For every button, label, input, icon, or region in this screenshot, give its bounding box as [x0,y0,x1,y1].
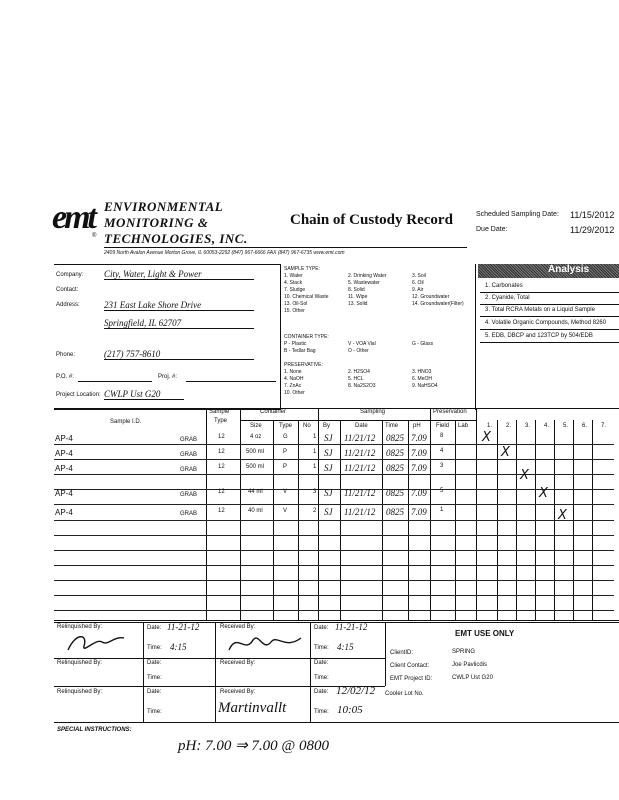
container-type-option: G - Glass [412,341,434,347]
relinquished-by-label: Relinquished By: [57,689,103,695]
preservative-option: 4. NaOH [284,376,304,382]
address-line1: 231 East Lake Shore Drive [104,300,254,311]
sample-type-option: 12. Groundwater [412,294,450,300]
preservative-option: 9. NaHSO4 [412,383,438,389]
col-analysis-2: 2. [506,423,512,429]
time-label: Time: [314,675,329,681]
sample-ph: 7.09 [411,463,427,473]
company-address: 2409 North Avalon Avenue Morton Grove, IL 60053-2292 (847) 967-6666 FAX (847) 967-6735 www.emt.com [104,250,345,256]
sample-qty: 12 [218,508,225,514]
client-id-label: ClientID: [390,650,414,656]
received-by-label: Received By: [220,689,256,695]
relinquished-time: 4:15 [170,642,187,652]
preservative-option: 2. H2SO4 [348,369,370,375]
project-location-value: CWLP Ust G20 [104,389,184,400]
container-size: 4 oz [250,434,262,440]
sample-ph: 7.09 [411,448,427,458]
container-count: 1 [313,464,317,470]
sample-id: AP-4 [55,508,73,517]
sample-id: AP-4 [55,449,73,458]
company-label: Company: [56,272,84,278]
received-signature [225,630,305,657]
emt-project-id-label: EMT Project ID: [390,676,433,682]
container-type-heading: CONTAINER TYPE: [284,334,329,340]
sample-ph: 7.09 [411,433,427,443]
preservation-field: 8 [440,433,444,439]
container-size: 44 ml [248,489,263,495]
sample-type-list [284,273,474,314]
preservation-field: 5 [440,488,444,494]
time-label: Time: [314,645,329,651]
col-sample-id: Sample I.D. [110,419,142,425]
sampled-by: SJ [324,448,333,458]
sample-date: 11/21/12 [344,433,376,443]
time-label: Time: [147,675,162,681]
date-label: Date: [314,660,329,666]
due-date-label: Due Date: [476,226,508,233]
received-time-3: 10:05 [337,704,363,716]
container-type: P [283,464,288,470]
col-sample-type-top: Sample [209,409,230,415]
container-type: P [283,449,288,455]
sample-time: 0825 [386,488,404,498]
sample-type-option: 3. Soil [412,273,426,279]
preservative-option: 6. MeOH [412,376,433,382]
sample-type: GRAB [180,492,198,498]
col-analysis-4: 4. [544,423,550,429]
container-size: 500 ml [246,449,265,455]
col-analysis-5: 5. [563,423,569,429]
container-type-option: P - Plastic [284,341,307,347]
sample-qty: 12 [218,489,225,495]
company-name-line2: MONITORING & [104,215,209,230]
proj-label: Proj. #: [158,374,178,380]
received-date: 11-21-12 [335,622,368,632]
col-time: Time [385,423,399,429]
sample-id: AP-4 [55,489,73,498]
sample-date: 11/21/12 [344,448,376,458]
special-instructions-label: SPECIAL INSTRUCTIONS: [57,727,132,733]
address-line2: Springfield, IL 62707 [104,318,254,329]
date-label: Date: [147,625,162,631]
sampled-by: SJ [324,463,333,473]
scheduled-sampling-label: Scheduled Sampling Date: [476,211,559,218]
preservation-field: 3 [440,463,444,469]
sample-type-option: 9. Air [412,287,424,293]
client-id-value: SPRING [452,649,476,655]
col-preservation: Preservation [433,409,467,415]
preservative-option: 1. None [284,369,302,375]
container-size: 40 ml [248,508,263,514]
phone-value: (217) 757-8610 [104,349,254,360]
container-type: V [283,489,288,495]
analysis-heading: Analysis [548,264,590,275]
preservative-option: 10. Other [284,390,305,396]
project-location-label: Project Location: [56,392,101,398]
sample-type-option: 4. Stack [284,280,303,286]
col-type: Type [279,423,293,429]
sample-time: 0825 [386,507,404,517]
sample-type-option: 14. Groundwater(Filter) [412,301,464,307]
sample-time: 0825 [386,433,404,443]
relinquished-signature [66,628,126,656]
container-type-option: B - Tedlar Bag [284,348,316,354]
po-label: P.O. #: [56,374,74,380]
date-label: Date: [314,689,329,695]
sample-type-option: 10. Chemical Waste [284,294,329,300]
time-label: Time: [147,645,162,651]
preservation-field: 4 [440,448,444,454]
col-container: Container [260,409,287,415]
container-type-option: V - VOA Vial [348,341,376,347]
date-label: Date: [147,660,162,666]
analysis-mark-x: X [482,430,491,445]
analysis-item: 2. Cyanide, Total [485,295,530,301]
company-name-line3: TECHNOLOGIES, INC. [104,231,248,246]
received-signature-3: Martinvallt [218,700,287,716]
col-analysis-7: 7. [601,423,607,429]
col-analysis-3: 3. [525,423,531,429]
sample-type: GRAB [180,511,198,517]
sample-date: 11/21/12 [344,488,376,498]
sampled-by: SJ [324,433,333,443]
due-date-value: 11/29/2012 [570,225,615,235]
analysis-mark-x: X [520,468,529,483]
col-date: Date [355,423,368,429]
relinquished-date: 11-21-12 [167,622,200,632]
sample-type: GRAB [180,437,198,443]
sample-type-option: 7. Sludge [284,287,306,293]
logo [52,196,104,248]
container-type-option: O - Other [348,348,369,354]
sample-qty: 12 [218,434,225,440]
container-count: 1 [313,434,317,440]
analysis-item: 4. Volatile Organic Compounds, Method 8260 [485,320,607,326]
preservative-option: 7. ZnAc [284,383,302,389]
sample-type-option: 6. Oil [412,280,424,286]
client-contact-value: Joe Pavlicdis [452,662,488,668]
analysis-item: 1. Carbonates [485,283,523,289]
preservative-option: 3. HNO3 [412,369,432,375]
company-value: City, Water, Light & Power [104,269,254,280]
col-size: Size [250,423,262,429]
scheduled-sampling-date: 11/15/2012 [570,210,615,220]
col-sample-type-bottom: Type [214,418,228,424]
emt-use-heading: EMT USE ONLY [455,629,515,638]
sample-ph: 7.09 [411,507,427,517]
preservative-option: 8. Na2S2O3 [348,383,376,389]
col-analysis-6: 6. [582,423,588,429]
container-count: 2 [313,508,317,514]
sample-type-option: 8. Solid [348,287,365,293]
container-size: 500 ml [246,464,265,470]
sample-qty: 12 [218,449,225,455]
sample-id: AP-4 [55,434,73,443]
preservative-option: 5. HCL [348,376,364,382]
date-label: Date: [314,625,329,631]
sample-type-option: 13. Solid [348,301,368,307]
sample-type-option: 1. Water [284,273,303,279]
sample-date: 11/21/12 [344,507,376,517]
sample-qty: 12 [218,464,225,470]
cooler-lot-label: Cooler Lot No. [385,691,424,697]
container-count: 3 [313,489,317,495]
sample-id: AP-4 [55,464,73,473]
sample-date: 11/21/12 [344,463,376,473]
analysis-mark-x: X [539,486,548,501]
special-instructions-note: pH: 7.00 ⇒ 7.00 @ 0800 [178,738,329,754]
logo-mark: emt [52,199,94,236]
col-analysis-1: 1. [487,423,493,429]
container-type: G [283,434,288,440]
relinquished-by-label: Relinquished By: [57,624,103,630]
received-date-3: 12/02/12 [336,685,376,697]
date-label: Date: [147,689,162,695]
sample-type-option: 11. Wipe [348,294,368,300]
sample-type-option: 2. Drinking Water [348,273,387,279]
preservation-field: 1 [440,507,444,513]
sampled-by: SJ [324,507,333,517]
sample-type-option: 15. Other [284,308,305,314]
sample-time: 0825 [386,463,404,473]
sample-type: GRAB [180,452,198,458]
sample-ph: 7.09 [411,488,427,498]
container-count: 1 [313,449,317,455]
analysis-item: 3. Total RCRA Metals on a Liquid Sample [485,307,595,313]
company-name-line1: ENVIRONMENTAL [104,199,224,214]
received-by-label: Received By: [220,660,256,666]
analysis-mark-x: X [558,508,567,523]
sample-time: 0825 [386,448,404,458]
page-title: Chain of Custody Record [290,212,453,228]
logo-registered-icon: ® [92,233,97,239]
analysis-item: 5. EDB, DBCP and 123TCP by 504/EDB [485,333,593,339]
sample-type-option: 5. Wastewater [348,280,380,286]
client-contact-label: Client Contact: [390,663,430,669]
received-time: 4:15 [337,642,354,652]
container-type: V [283,508,288,514]
preservative-heading: PRESERVATIVE: [284,362,323,368]
sample-type-option: 13. Oil-Sol [284,301,308,307]
col-ph: pH [413,423,421,429]
contact-label: Contact: [56,287,79,293]
col-by: By [323,423,331,429]
analysis-mark-x: X [501,445,510,460]
sample-type-heading: SAMPLE TYPE: [284,266,321,272]
phone-label: Phone: [56,352,76,358]
col-lab: Lab [458,423,469,429]
sampled-by: SJ [324,488,333,498]
col-field: Field [436,423,450,429]
received-by-label: Received By: [220,624,256,630]
time-label: Time: [314,709,329,715]
sample-type: GRAB [180,467,198,473]
address-label: Address: [56,302,80,308]
time-label: Time: [147,709,162,715]
relinquished-by-label: Relinquished By: [57,660,103,666]
col-no: No [303,423,311,429]
emt-project-id-value: CWLP Ust G20 [452,675,493,681]
col-sampling: Sampling [360,409,386,415]
